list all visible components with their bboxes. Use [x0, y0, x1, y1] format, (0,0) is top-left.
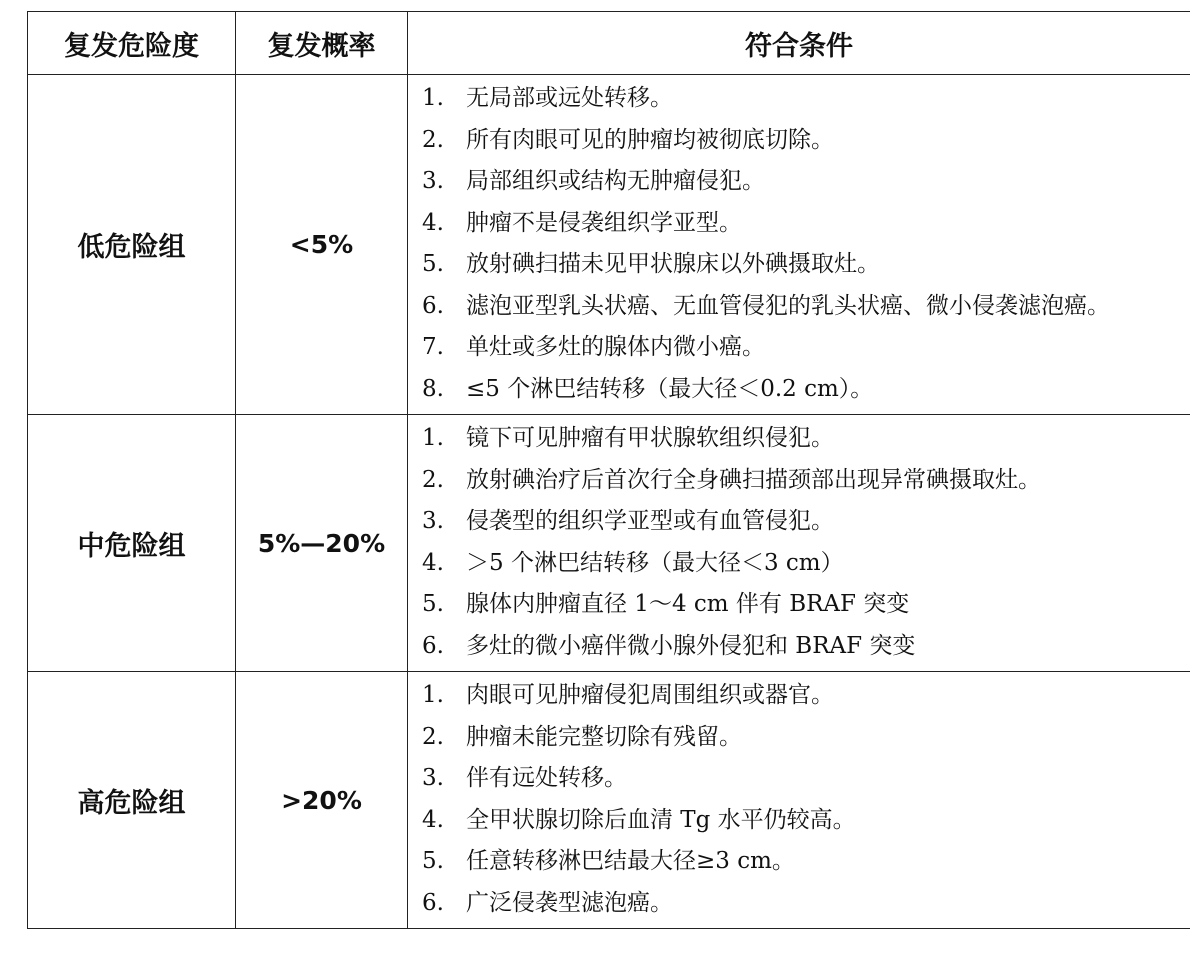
item-text: 肿瘤不是侵袭组织学亚型。	[466, 209, 742, 236]
item-number: 6.	[422, 889, 444, 916]
item-text: ＞5 个淋巴结转移（最大径＜3 cm）	[466, 549, 844, 576]
list-item	[408, 203, 1190, 245]
list-item	[408, 758, 1190, 800]
list-item	[408, 883, 1190, 925]
probability-cell: <5%	[236, 75, 408, 415]
item-text: 腺体内肿瘤直径 1～4 cm 伴有 BRAF 突变	[466, 591, 910, 617]
item-number: 4.	[422, 549, 444, 576]
item-text: 肿瘤未能完整切除有残留。	[466, 723, 742, 750]
header-recurrence-probability: 复发概率	[236, 12, 408, 75]
risk-level-cell: 中危险组	[28, 415, 236, 672]
item-text: 局部组织或结构无肿瘤侵犯。	[466, 168, 765, 194]
item-text: 无局部或远处转移。	[466, 85, 673, 111]
item-number: 2.	[422, 466, 444, 493]
criteria-list	[408, 75, 1190, 414]
list-item	[408, 78, 1190, 120]
list-item	[408, 675, 1190, 717]
item-number: 6.	[422, 292, 444, 319]
list-item	[408, 543, 1190, 585]
item-text: 肉眼可见肿瘤侵犯周围组织或器官。	[466, 682, 834, 708]
header-risk-level: 复发危险度	[28, 12, 236, 75]
table-row-high-risk	[28, 672, 1190, 929]
list-item	[408, 327, 1190, 369]
list-item	[408, 244, 1190, 286]
list-item	[408, 460, 1190, 502]
list-item	[408, 584, 1190, 626]
criteria-cell	[408, 415, 1190, 672]
item-text: 广泛侵袭型滤泡癌。	[466, 889, 673, 916]
risk-level-cell: 高危险组	[28, 672, 236, 929]
item-number: 1.	[422, 85, 444, 111]
list-item	[408, 626, 1190, 668]
item-number: 4.	[422, 209, 444, 236]
item-number: 8.	[422, 375, 444, 402]
item-number: 3.	[422, 168, 444, 194]
list-item	[408, 501, 1190, 543]
item-number: 1.	[422, 682, 444, 708]
item-text: ≤5 个淋巴结转移（最大径＜0.2 cm）。	[466, 375, 874, 402]
item-number: 2.	[422, 723, 444, 750]
item-text: 放射碘扫描未见甲状腺床以外碘摄取灶。	[466, 251, 880, 277]
item-text: 单灶或多灶的腺体内微小癌。	[466, 334, 765, 360]
item-text: 伴有远处转移。	[466, 765, 627, 791]
criteria-cell	[408, 672, 1190, 929]
item-number: 3.	[422, 508, 444, 534]
item-number: 3.	[422, 765, 444, 791]
criteria-cell	[408, 75, 1190, 415]
list-item	[408, 717, 1190, 759]
list-item	[408, 841, 1190, 883]
probability-cell: >20%	[236, 672, 408, 929]
item-number: 2.	[422, 126, 444, 153]
recurrence-risk-table	[27, 11, 1190, 929]
item-text: 任意转移淋巴结最大径≥3 cm。	[466, 848, 795, 874]
item-number: 5.	[422, 591, 444, 617]
list-item	[408, 369, 1190, 411]
criteria-list	[408, 415, 1190, 671]
header-row	[28, 12, 1190, 75]
item-number: 1.	[422, 425, 444, 451]
item-number: 5.	[422, 251, 444, 277]
list-item	[408, 286, 1190, 328]
table-row-medium-risk	[28, 415, 1190, 672]
table-row-low-risk	[28, 75, 1190, 415]
probability-cell: 5%—20%	[236, 415, 408, 672]
criteria-list	[408, 672, 1190, 928]
item-text: 多灶的微小癌伴微小腺外侵犯和 BRAF 突变	[466, 632, 916, 659]
list-item	[408, 161, 1190, 203]
item-number: 7.	[422, 334, 444, 360]
item-number: 6.	[422, 632, 444, 659]
list-item	[408, 800, 1190, 842]
item-number: 4.	[422, 806, 444, 833]
list-item	[408, 120, 1190, 162]
risk-level-cell: 低危险组	[28, 75, 236, 415]
list-item	[408, 418, 1190, 460]
item-text: 侵袭型的组织学亚型或有血管侵犯。	[466, 508, 834, 534]
item-text: 滤泡亚型乳头状癌、无血管侵犯的乳头状癌、微小侵袭滤泡癌。	[466, 292, 1110, 319]
item-text: 放射碘治疗后首次行全身碘扫描颈部出现异常碘摄取灶。	[466, 466, 1041, 493]
item-text: 镜下可见肿瘤有甲状腺软组织侵犯。	[466, 425, 834, 451]
item-text: 全甲状腺切除后血清 Tg 水平仍较高。	[466, 806, 856, 833]
item-number: 5.	[422, 848, 444, 874]
item-text: 所有肉眼可见的肿瘤均被彻底切除。	[466, 126, 834, 153]
header-criteria: 符合条件	[408, 12, 1190, 75]
